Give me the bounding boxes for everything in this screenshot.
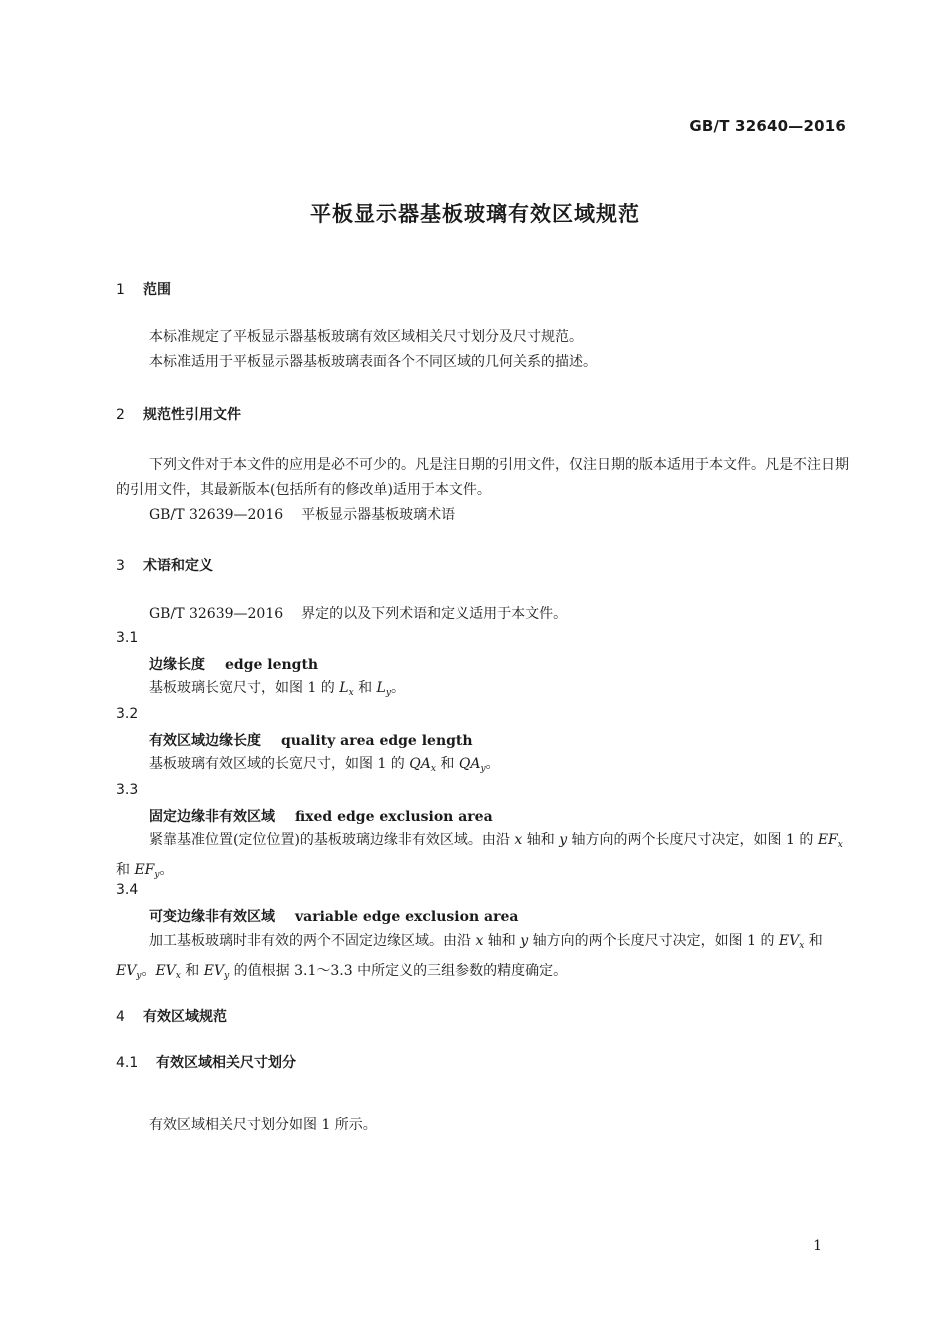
definition-text: 加工基板玻璃时非有效的两个不固定边缘区域。由沿 — [149, 933, 476, 949]
math-var: L — [376, 680, 386, 696]
definition-text: 基板玻璃长宽尺寸，如图 1 的 — [149, 680, 340, 696]
definition-text: 轴和 — [522, 832, 560, 848]
math-var: EF — [817, 832, 838, 848]
term-definition — [149, 676, 405, 706]
math-subscript: x — [348, 688, 354, 698]
term-chinese: 固定边缘非有效区域 — [149, 809, 275, 825]
subsection-title: 有效区域相关尺寸划分 — [156, 1055, 296, 1071]
math-var: QA — [409, 756, 431, 772]
math-subscript: y — [136, 971, 142, 981]
term-definition — [116, 929, 850, 989]
term-definition — [149, 752, 500, 782]
math-subscript: x — [799, 941, 805, 951]
math-var: EV — [778, 933, 800, 949]
page-number: 1 — [813, 1238, 822, 1254]
term-number: 3.2 — [116, 706, 139, 722]
paragraph — [149, 602, 567, 627]
term-number: 3.1 — [116, 630, 139, 646]
term-number: 3.3 — [116, 782, 139, 798]
section-number: 2 — [116, 407, 125, 423]
paragraph: 下列文件对于本文件的应用是必不可少的。凡是注日期的引用文件，仅注日期的版本适用于本文件。凡是不注日期的引用文件，其最新版本(包括所有的修改单)适用于本文件。 — [116, 457, 849, 498]
term-english: edge length — [225, 657, 319, 673]
math-subscript: x — [837, 840, 843, 850]
section-number: 3 — [116, 558, 125, 574]
subsection-number: 4.1 — [116, 1055, 139, 1071]
term-heading — [149, 654, 318, 674]
math-var: x — [475, 933, 484, 949]
definition-text: 。 — [485, 756, 500, 772]
definition-text: 和 — [435, 756, 459, 772]
definition-text: 和 — [804, 933, 823, 949]
math-var: EV — [116, 963, 137, 979]
section-number: 1 — [116, 282, 125, 298]
math-subscript: y — [154, 870, 160, 880]
normative-reference — [149, 503, 455, 528]
definition-text: 和 — [353, 680, 377, 696]
section-3-heading — [116, 555, 213, 575]
term-definition — [116, 828, 850, 888]
section-title: 术语和定义 — [143, 558, 213, 574]
definition-text: 基板玻璃有效区域的长宽尺寸，如图 1 的 — [149, 756, 410, 772]
math-var: L — [339, 680, 349, 696]
term-chinese: 有效区域边缘长度 — [149, 733, 261, 749]
document-title: 平板显示器基板玻璃有效区域规范 — [310, 202, 640, 226]
section-2-heading — [116, 404, 241, 424]
term-english: quality area edge length — [281, 733, 473, 749]
definition-text: 的值根据 3.1～3.3 中所定义的三组参数的精度确定。 — [229, 963, 568, 979]
term-english: variable edge exclusion area — [295, 909, 519, 925]
term-chinese: 边缘长度 — [149, 657, 205, 673]
math-var: EF — [134, 862, 155, 878]
math-var: EV — [155, 963, 176, 979]
standard-code: GB/T 32640—2016 — [689, 117, 846, 135]
definition-text: 轴方向的两个长度尺寸决定，如图 1 的 — [528, 933, 779, 949]
section-1-heading — [116, 279, 171, 299]
subsection-4-1-heading — [116, 1052, 296, 1072]
section-title: 规范性引用文件 — [143, 407, 241, 423]
paragraph: 本标准规定了平板显示器基板玻璃有效区域相关尺寸划分及尺寸规范。 — [149, 329, 583, 345]
paragraph: 有效区域相关尺寸划分如图 1 所示。 — [149, 1117, 377, 1133]
math-var: QA — [458, 756, 481, 772]
definition-text: 。 — [141, 963, 156, 979]
math-var: y — [520, 933, 529, 949]
definition-text: 轴和 — [483, 933, 521, 949]
paragraph-text: 界定的以及下列术语和定义适用于本文件。 — [301, 606, 568, 622]
term-english: fixed edge exclusion area — [295, 809, 493, 825]
reference-code: GB/T 32639—2016 — [149, 507, 284, 523]
section-4-heading — [116, 1006, 227, 1026]
term-chinese: 可变边缘非有效区域 — [149, 909, 275, 925]
math-subscript: y — [385, 688, 391, 698]
definition-text: 紧靠基准位置(定位位置)的基板玻璃边缘非有效区域。由沿 — [149, 832, 515, 848]
math-var: y — [559, 832, 568, 848]
section-number: 4 — [116, 1009, 125, 1025]
math-subscript: y — [480, 764, 486, 774]
definition-text: 。 — [390, 680, 405, 696]
definition-text: 轴方向的两个长度尺寸决定，如图 1 的 — [567, 832, 818, 848]
definition-text: 和 — [180, 963, 204, 979]
term-number: 3.4 — [116, 882, 139, 898]
definition-text: 。 — [159, 862, 174, 878]
term-heading — [149, 730, 473, 750]
term-heading — [149, 806, 493, 826]
paragraph: 本标准适用于平板显示器基板玻璃表面各个不同区域的几何关系的描述。 — [149, 354, 597, 370]
reference-title: 平板显示器基板玻璃术语 — [301, 507, 456, 523]
math-subscript: x — [430, 764, 436, 774]
reference-code: GB/T 32639—2016 — [149, 606, 284, 622]
math-var: x — [514, 832, 523, 848]
term-heading — [149, 906, 518, 926]
section-title: 有效区域规范 — [143, 1009, 227, 1025]
math-subscript: y — [224, 971, 230, 981]
section-title: 范围 — [143, 282, 171, 298]
definition-text: 和 — [116, 862, 135, 878]
math-subscript: x — [175, 971, 181, 981]
math-var: EV — [203, 963, 225, 979]
